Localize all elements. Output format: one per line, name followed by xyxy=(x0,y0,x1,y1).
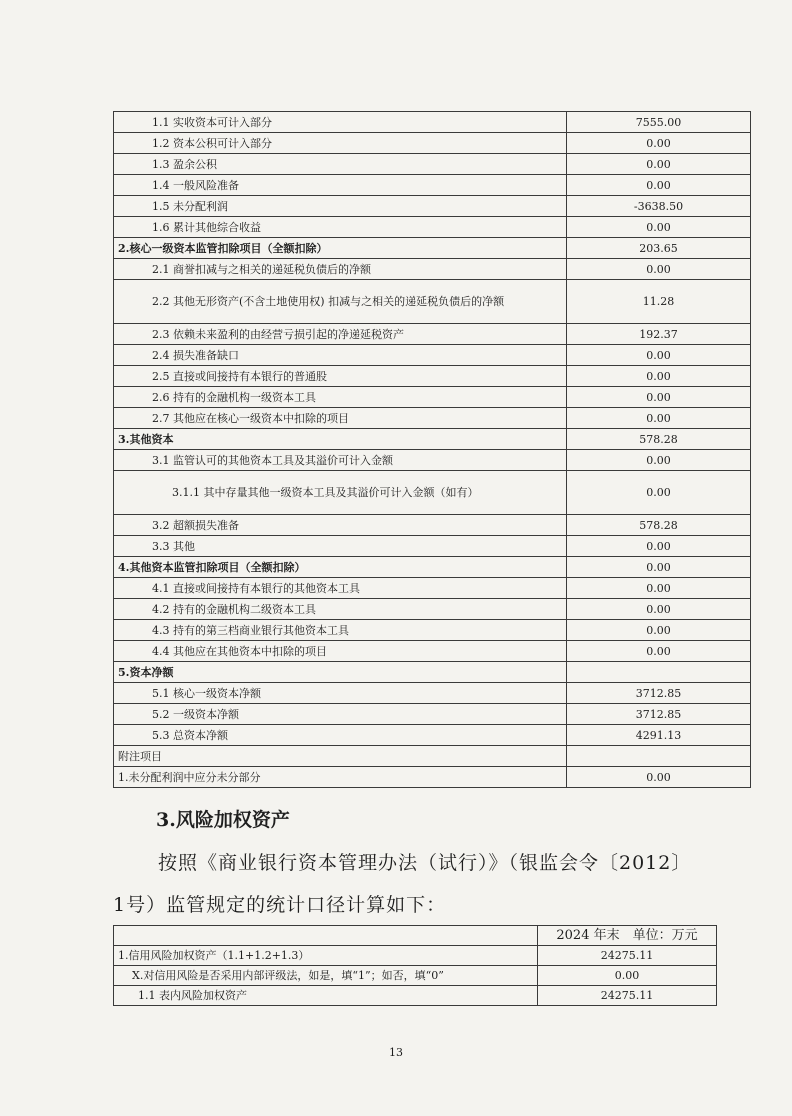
row-value: 0.00 xyxy=(567,259,751,280)
row-label: 1.5 未分配利润 xyxy=(114,196,567,217)
row-label: 4.1 直接或间接持有本银行的其他资本工具 xyxy=(114,578,567,599)
row-value: 0.00 xyxy=(567,217,751,238)
row-value: 0.00 xyxy=(567,767,751,788)
table-row xyxy=(114,387,751,408)
row-label: 2.6 持有的金融机构一级资本工具 xyxy=(114,387,567,408)
table-row xyxy=(114,280,751,324)
row-label: 2.1 商誉扣减与之相关的递延税负债后的净额 xyxy=(114,259,567,280)
table-row xyxy=(114,345,751,366)
table-row xyxy=(114,746,751,767)
row-value: 0.00 xyxy=(567,578,751,599)
row-label: 2.4 损失准备缺口 xyxy=(114,345,567,366)
row-value: 0.00 xyxy=(567,133,751,154)
table-row xyxy=(114,217,751,238)
table-row xyxy=(114,704,751,725)
risk-weighted-assets-table xyxy=(113,925,717,1006)
table-row xyxy=(114,324,751,345)
row-value: 7555.00 xyxy=(567,112,751,133)
table-row xyxy=(114,557,751,578)
row-value: 0.00 xyxy=(567,154,751,175)
table-row xyxy=(114,662,751,683)
row-value: 3712.85 xyxy=(567,683,751,704)
table-row xyxy=(114,767,751,788)
page-number: 13 xyxy=(389,1046,403,1059)
row-label: 1.4 一般风险准备 xyxy=(114,175,567,196)
table-row xyxy=(114,966,717,986)
table-row xyxy=(114,196,751,217)
row-label: 2.3 依赖未来盈利的由经营亏损引起的净递延税资产 xyxy=(114,324,567,345)
table-row xyxy=(114,536,751,557)
table-row xyxy=(114,725,751,746)
row-label: 1.1 实收资本可计入部分 xyxy=(114,112,567,133)
row-value: 0.00 xyxy=(567,387,751,408)
row-value: 0.00 xyxy=(567,366,751,387)
row-label: 5.3 总资本净额 xyxy=(114,725,567,746)
section-row-label: 5.资本净额 xyxy=(114,662,567,683)
row-value: 0.00 xyxy=(538,966,717,986)
table-row xyxy=(114,175,751,196)
row-label: 1.2 资本公积可计入部分 xyxy=(114,133,567,154)
row-label: 1.信用风险加权资产（1.1+1.2+1.3） xyxy=(114,946,538,966)
table-row xyxy=(114,238,751,259)
table-row xyxy=(114,366,751,387)
row-value xyxy=(567,662,751,683)
row-value: 4291.13 xyxy=(567,725,751,746)
row-value: 578.28 xyxy=(567,429,751,450)
row-label: 2.2 其他无形资产(不含土地使用权) 扣减与之相关的递延税负债后的净额 xyxy=(114,280,567,324)
row-value: 0.00 xyxy=(567,408,751,429)
row-label: 3.2 超额损失准备 xyxy=(114,515,567,536)
section-row-label: 3.其他资本 xyxy=(114,429,567,450)
row-label: 4.2 持有的金融机构二级资本工具 xyxy=(114,599,567,620)
row-value: 203.65 xyxy=(567,238,751,259)
table-row xyxy=(114,259,751,280)
row-value xyxy=(567,746,751,767)
table-row xyxy=(114,641,751,662)
row-label: 1.1 表内风险加权资产 xyxy=(114,986,538,1006)
row-value: 0.00 xyxy=(567,599,751,620)
table-row xyxy=(114,112,751,133)
paragraph-line: 1号）监管规定的统计口径计算如下： xyxy=(113,894,447,916)
row-value: 24275.11 xyxy=(538,946,717,966)
table-row xyxy=(114,946,717,966)
table-row xyxy=(114,450,751,471)
table-row xyxy=(114,429,751,450)
table-row xyxy=(114,515,751,536)
table-row xyxy=(114,683,751,704)
row-value: 11.28 xyxy=(567,280,751,324)
table-row xyxy=(114,599,751,620)
paragraph-line: 按照《商业银行资本管理办法（试行）》（银监会令〔2012〕 xyxy=(158,852,692,874)
row-label: X.对信用风险是否采用内部评级法，如是，填“1”；如否，填“0” xyxy=(114,966,538,986)
row-label: 5.1 核心一级资本净额 xyxy=(114,683,567,704)
section-heading: 3.风险加权资产 xyxy=(156,809,290,831)
row-value: 0.00 xyxy=(567,620,751,641)
table-row xyxy=(114,620,751,641)
row-value: 0.00 xyxy=(567,345,751,366)
row-label: 附注项目 xyxy=(114,746,567,767)
row-label: 1.3 盈余公积 xyxy=(114,154,567,175)
row-value: 0.00 xyxy=(567,536,751,557)
row-label: 2.5 直接或间接持有本银行的普通股 xyxy=(114,366,567,387)
row-value: 0.00 xyxy=(567,641,751,662)
row-value: 0.00 xyxy=(567,557,751,578)
header-cell: 2024 年末 单位：万元 xyxy=(538,926,717,946)
row-label: 2.7 其他应在核心一级资本中扣除的项目 xyxy=(114,408,567,429)
row-value: 0.00 xyxy=(567,471,751,515)
row-value: 0.00 xyxy=(567,450,751,471)
row-value: -3638.50 xyxy=(567,196,751,217)
row-value: 0.00 xyxy=(567,175,751,196)
table-row xyxy=(114,408,751,429)
row-label: 3.1.1 其中存量其他一级资本工具及其溢价可计入金额（如有） xyxy=(114,471,567,515)
row-label: 3.1 监管认可的其他资本工具及其溢价可计入金额 xyxy=(114,450,567,471)
table-row xyxy=(114,578,751,599)
row-label: 1.6 累计其他综合收益 xyxy=(114,217,567,238)
table-header-row xyxy=(114,926,717,946)
row-value: 24275.11 xyxy=(538,986,717,1006)
header-blank-cell xyxy=(114,926,538,946)
row-value: 192.37 xyxy=(567,324,751,345)
row-value: 578.28 xyxy=(567,515,751,536)
row-label: 3.3 其他 xyxy=(114,536,567,557)
section-row-label: 2.核心一级资本监管扣除项目（全额扣除） xyxy=(114,238,567,259)
row-label: 5.2 一级资本净额 xyxy=(114,704,567,725)
table-row xyxy=(114,133,751,154)
row-value: 3712.85 xyxy=(567,704,751,725)
table-row xyxy=(114,154,751,175)
table-row xyxy=(114,986,717,1006)
section-row-label: 4.其他资本监管扣除项目（全额扣除） xyxy=(114,557,567,578)
row-label: 4.4 其他应在其他资本中扣除的项目 xyxy=(114,641,567,662)
row-label: 1.未分配利润中应分未分部分 xyxy=(114,767,567,788)
row-label: 4.3 持有的第三档商业银行其他资本工具 xyxy=(114,620,567,641)
capital-composition-table xyxy=(113,111,751,788)
table-row xyxy=(114,471,751,515)
